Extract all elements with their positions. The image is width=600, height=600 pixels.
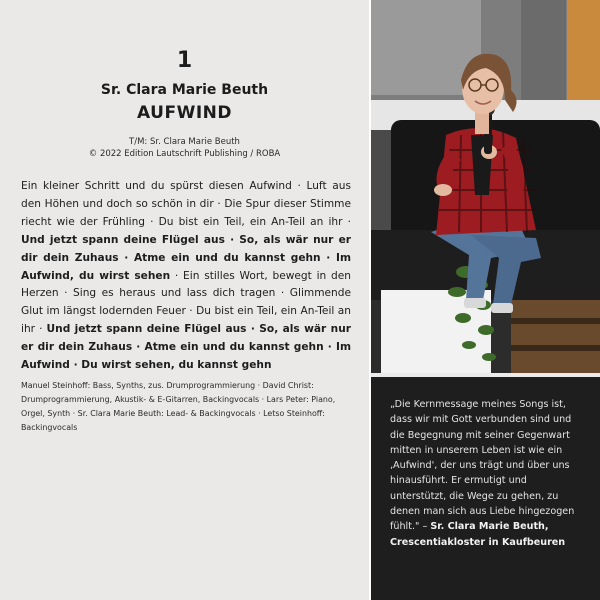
- lyrics-text: [21, 178, 351, 375]
- woman-singing-photo: [371, 0, 600, 373]
- quote-attribution: Sr. Clara Marie Beuth, Crescentiakloster in Kaufbeuren: [390, 521, 566, 548]
- lyrics-verse-2: · Ein stilles Wort, bewegt in den Herzen · Sing es heraus und lass dich tragen · Glimmende Glut im längst lodernden Feuer · Du bist ein Teil, ein An-Teil an ihr ·: [21, 269, 351, 336]
- track-number: 1: [176, 48, 193, 73]
- artist-name: Sr. Clara Marie Beuth: [100, 82, 269, 98]
- musician-credits: Manuel Steinhoff: Bass, Synths, zus. Drumprogrammierung · David Christ: Drumprogrammierung, Akustik- & E-Gitarren, Backingvocals · Lars Peter: Piano, Orgel, Synth · Sr. Clara Marie Beuth: Lead- & Backingvocals · Letso Steinhoff: Backingvocals: [21, 381, 336, 432]
- right-panel: [371, 0, 600, 600]
- songwriter-credit: T/M: Sr. Clara Marie Beuth: [129, 137, 240, 147]
- quote-text: „Die Kernmessage meines Songs ist, dass wir mit Gott verbunden sind und die Begegnung mit seiner Gegenwart mitten in unserem Leben ist wie ein ‚Aufwind', der uns trägt und über uns hinausführt. Er ermutigt und unterstützt, die Wege zu gehen, zu denen man sich aus Liebe hingezogen fühlt." –: [390, 399, 575, 533]
- publisher-credit: © 2022 Edition Lautschrift Publishing / ROBA: [88, 149, 281, 159]
- artist-quote: [390, 397, 586, 550]
- photo-illustration: [371, 0, 600, 373]
- quote-box: [371, 377, 600, 600]
- lyrics-chorus-1: Und jetzt spann deine Flügel aus · So, als wär nur er dir dein Zuhaus · Atme ein und du kannst gehn · Im Aufwind, du wirst sehen: [21, 233, 351, 282]
- song-title: AUFWIND: [137, 103, 232, 123]
- lyrics-verse-1: Ein kleiner Schritt und du spürst diesen Aufwind · Luft aus den Höhen und doch so schön in dir · Die Spur dieser Stimme riecht wie der Frühling · Du bist ein Teil, ein An-Teil an ihr ·: [21, 180, 351, 228]
- lyrics-chorus-2: Und jetzt spann deine Flügel aus · So, als wär nur er dir dein Zuhaus · Atme ein und du kannst gehn · Im Aufwind · Du wirst sehen, du kannst gehn: [21, 323, 351, 372]
